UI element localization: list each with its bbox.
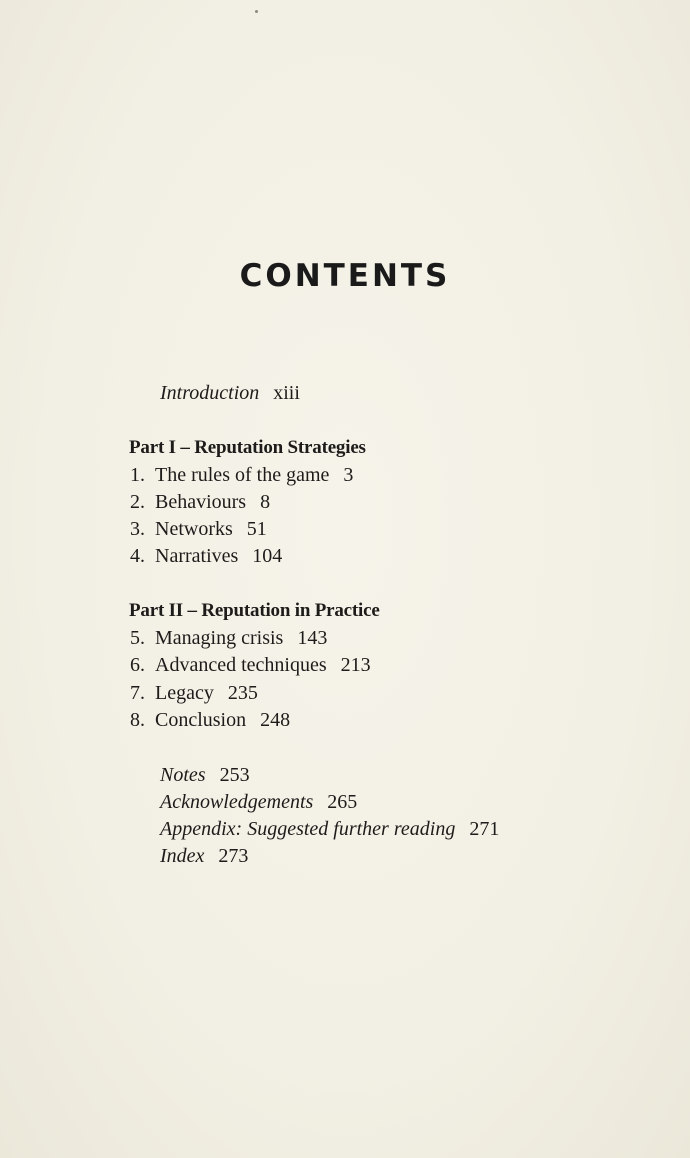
entry-title: Notes <box>160 764 206 786</box>
toc-chapter <box>130 518 267 541</box>
chapter-number: 4. <box>130 545 145 567</box>
chapter-title: The rules of the game <box>155 464 330 486</box>
chapter-title: Behaviours <box>155 491 247 513</box>
toc-chapter <box>130 709 290 732</box>
contents-heading: CONTENTS <box>239 258 451 294</box>
entry-page: 271 <box>469 818 500 840</box>
chapter-title: Networks <box>155 518 233 540</box>
toc-chapter <box>130 654 371 677</box>
chapter-title: Conclusion <box>155 709 247 731</box>
toc-chapter <box>130 682 258 705</box>
entry-page: 273 <box>218 845 249 867</box>
entry-page: 253 <box>219 764 250 786</box>
entry-title: Appendix: Suggested further reading <box>160 818 456 840</box>
toc-entry-introduction <box>160 383 300 403</box>
chapter-number: 1. <box>130 464 145 486</box>
entry-title: Index <box>160 845 205 867</box>
chapter-number: 6. <box>130 654 145 676</box>
toc-chapter <box>130 545 282 568</box>
toc-back-matter-entry <box>160 764 250 787</box>
chapter-page: 3 <box>343 464 354 486</box>
chapter-page: 8 <box>260 491 271 513</box>
chapter-page: 235 <box>227 682 258 704</box>
chapter-title: Advanced techniques <box>155 654 327 676</box>
chapter-number: 7. <box>130 682 145 704</box>
chapter-number: 8. <box>130 709 145 731</box>
chapter-page: 51 <box>246 518 267 540</box>
toc-back-matter-entry <box>160 818 499 841</box>
toc-chapter <box>130 464 353 487</box>
toc-chapter <box>130 627 327 650</box>
part-heading: Part II – Reputation in Practice <box>129 600 380 621</box>
toc-back-matter-entry <box>160 845 248 868</box>
entry-title: Acknowledgements <box>160 791 314 813</box>
chapter-page: 213 <box>340 654 371 676</box>
chapter-title: Legacy <box>155 682 214 704</box>
page-speck <box>255 10 258 13</box>
chapter-page: 104 <box>252 545 283 567</box>
chapter-title: Managing crisis <box>155 627 284 649</box>
entry-title: Introduction <box>160 382 260 404</box>
entry-page: xiii <box>273 382 300 404</box>
part-heading: Part I – Reputation Strategies <box>129 437 366 458</box>
chapter-title: Narratives <box>155 545 239 567</box>
chapter-number: 3. <box>130 518 145 540</box>
chapter-number: 5. <box>130 627 145 649</box>
toc-back-matter-entry <box>160 791 357 814</box>
chapter-number: 2. <box>130 491 145 513</box>
entry-page: 265 <box>327 791 358 813</box>
chapter-page: 248 <box>260 709 291 731</box>
chapter-page: 143 <box>297 627 328 649</box>
toc-chapter <box>130 491 270 514</box>
